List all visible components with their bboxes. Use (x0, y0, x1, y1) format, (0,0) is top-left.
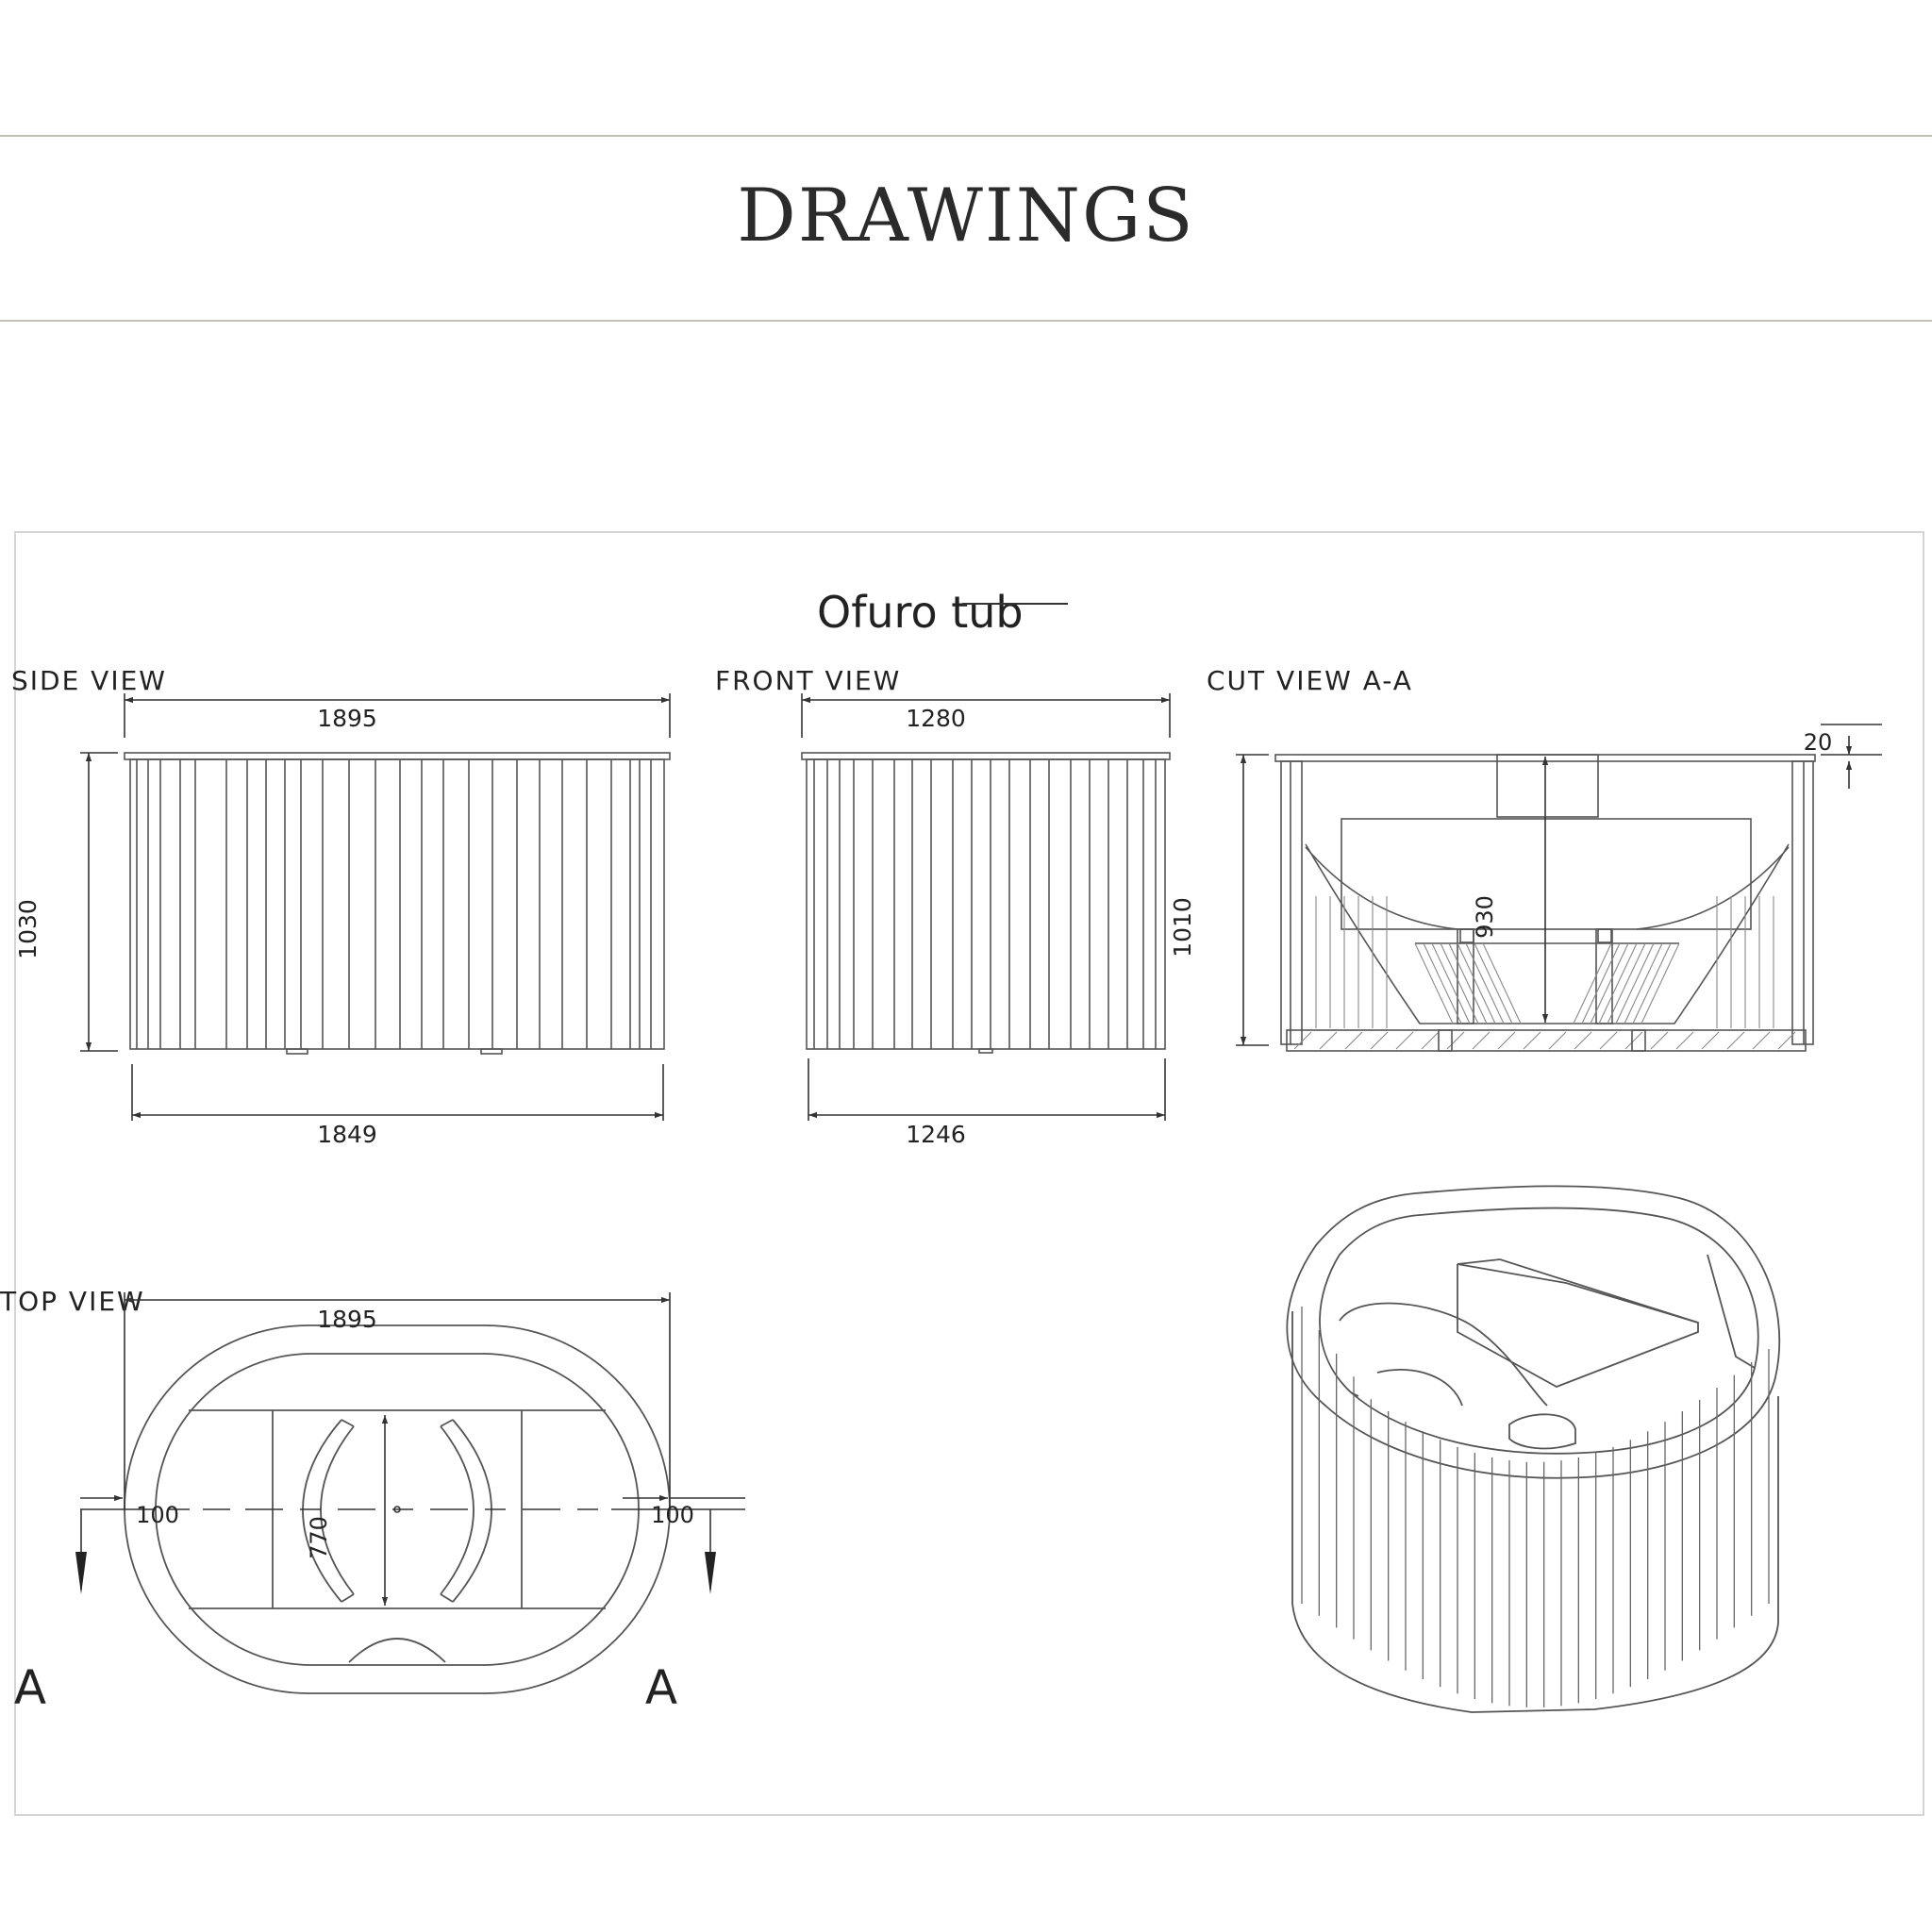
front-top-width: 1280 (906, 705, 966, 732)
top-drain-arc (349, 1639, 445, 1662)
cut-hatch-line (1371, 1032, 1388, 1049)
cut-hatch-line (1524, 1032, 1541, 1049)
side-slats (137, 759, 651, 1049)
top-length: 1895 (317, 1306, 377, 1333)
cut-hatch-line (1424, 943, 1461, 1024)
side-foot-right (481, 1049, 502, 1054)
section-arrows (75, 1552, 716, 1594)
cut-left-wall (1281, 761, 1302, 1044)
front-view (802, 753, 1170, 1053)
iso-outer-rim (1287, 1186, 1779, 1477)
side-body (130, 759, 664, 1049)
cut-hatch-line (1624, 943, 1662, 1024)
cut-hatch-line (1727, 1032, 1744, 1049)
cut-hatch-line (1473, 1032, 1490, 1049)
side-rim (125, 753, 670, 759)
cut-hatch-line (1607, 943, 1645, 1024)
cut-hatch-line (1320, 1032, 1337, 1049)
cut-hatch-line (1474, 943, 1512, 1024)
front-view-label: FRONT VIEW (715, 665, 902, 696)
cut-hatch-line (1447, 1032, 1464, 1049)
iso-step (1509, 1414, 1575, 1448)
cut-dimensions (1236, 724, 1882, 1045)
cut-right-wall (1792, 761, 1813, 1044)
cut-bench-back (1497, 755, 1598, 817)
cut-hatch-line (1574, 1032, 1591, 1049)
cut-hatch-line (1574, 943, 1611, 1024)
cut-hatch-line (1549, 1032, 1566, 1049)
cut-hatch-line (1600, 1032, 1617, 1049)
front-rim (802, 753, 1170, 759)
cut-hatch-line (1422, 1032, 1439, 1049)
top-inner-width: 770 (306, 1516, 332, 1559)
cut-hatch-line (1498, 1032, 1515, 1049)
top-seat-left (303, 1420, 354, 1602)
cut-hatch-line (1466, 943, 1504, 1024)
side-view (125, 753, 670, 1054)
iso-bench (1457, 1264, 1698, 1387)
top-view-label: TOP VIEW (0, 1286, 145, 1317)
cut-hatch-line (1449, 943, 1487, 1024)
cut-hatch-line (1625, 1032, 1642, 1049)
cut-hatch-line (1676, 1032, 1693, 1049)
cut-hatch-line (1616, 943, 1654, 1024)
cut-hatch-line (1483, 943, 1521, 1024)
iso-body-outline (1292, 1311, 1778, 1712)
cut-view-label: CUT VIEW A-A (1207, 665, 1413, 696)
cut-hatch-line (1651, 1032, 1668, 1049)
cut-inner-depth: 930 (1472, 895, 1498, 939)
side-height: 1030 (14, 899, 42, 959)
cut-base (1287, 1030, 1806, 1051)
cut-hatch-line (1633, 943, 1671, 1024)
iso-inner-rim (1320, 1208, 1758, 1454)
front-body (807, 759, 1165, 1049)
page-title: DRAWINGS (737, 174, 1195, 258)
top-seat-right (441, 1420, 491, 1602)
top-left-wall: 100 (136, 1502, 179, 1528)
cut-hatch-line (1457, 943, 1495, 1024)
cut-hatch-line (1753, 1032, 1770, 1049)
cut-hatch-line (1702, 1032, 1719, 1049)
front-slats (814, 759, 1156, 1049)
iso-slats (1302, 1307, 1769, 1707)
cut-basin-inner (1306, 847, 1457, 929)
front-dimensions (802, 693, 1170, 1121)
cut-hatch-line (1441, 943, 1478, 1024)
cut-hatch-line (1294, 1032, 1311, 1049)
section-label-left: A (13, 1660, 47, 1715)
cut-rim-thickness: 20 (1803, 729, 1833, 756)
cut-hatch-line (1345, 1032, 1362, 1049)
cut-hatch-line (1599, 943, 1637, 1024)
side-top-width: 1895 (317, 705, 377, 732)
isometric-view (1287, 1186, 1779, 1712)
iso-seat-curve (1340, 1303, 1547, 1406)
cut-hatch-line (1396, 1032, 1413, 1049)
cut-basin-outer (1306, 844, 1789, 1024)
top-right-wall: 100 (651, 1502, 694, 1528)
side-foot-left (287, 1049, 308, 1054)
section-label-right: A (644, 1660, 678, 1715)
side-bottom-width: 1849 (317, 1121, 377, 1148)
cut-hatch-line (1582, 943, 1620, 1024)
cut-hatch-line (1415, 943, 1453, 1024)
front-foot (979, 1049, 992, 1053)
front-bottom-width: 1246 (906, 1121, 966, 1148)
side-view-label: SIDE VIEW (11, 665, 167, 696)
cut-bench (1341, 819, 1751, 929)
drawing-title: Ofuro tub (817, 587, 1024, 638)
cut-hatch-line (1432, 943, 1470, 1024)
front-height: 1010 (1169, 897, 1196, 958)
cut-hatch-line (1641, 943, 1679, 1024)
top-dimensions (80, 1292, 745, 1606)
